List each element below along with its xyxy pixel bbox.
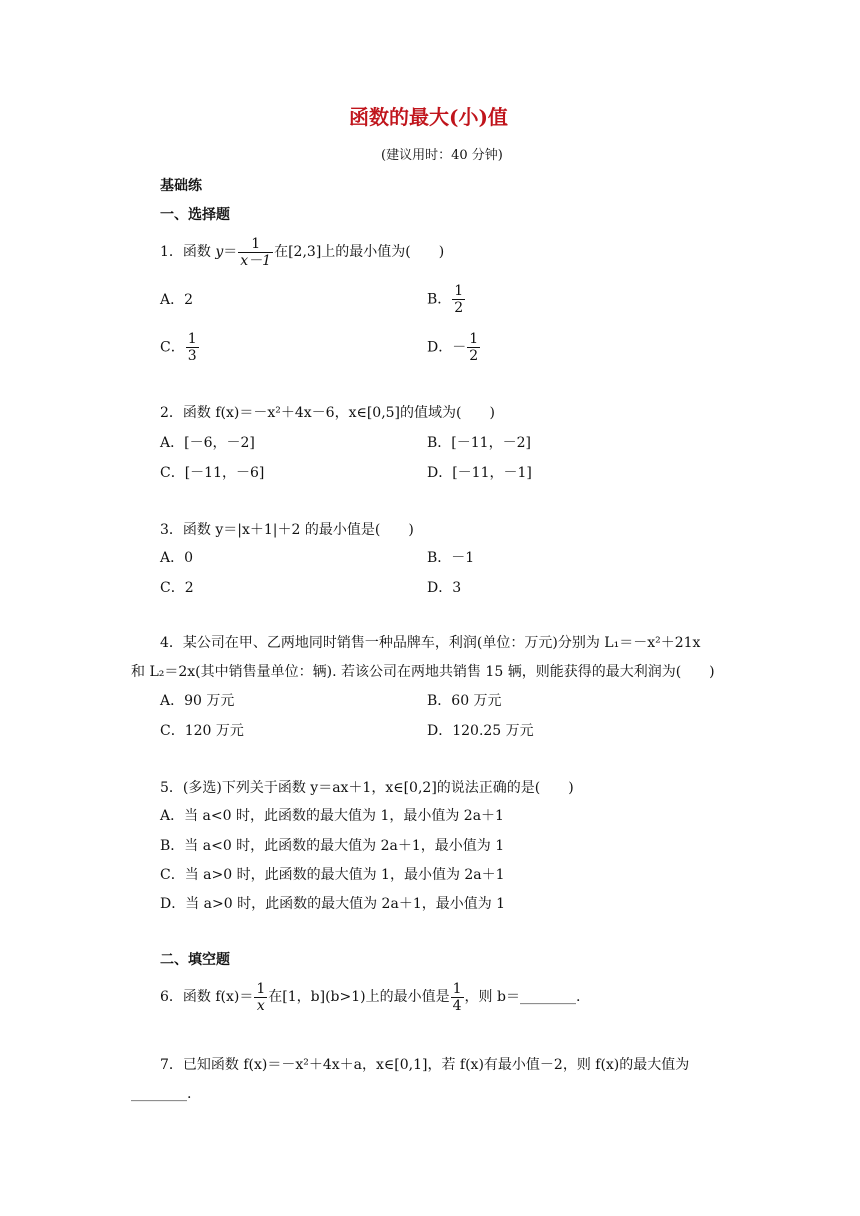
q1-fraction bbox=[238, 236, 273, 269]
q3-option-c: C．2 bbox=[160, 580, 194, 596]
q1-c-num: 1 bbox=[187, 331, 197, 347]
q1-b-num: 1 bbox=[454, 283, 464, 299]
q1-d-num: 1 bbox=[469, 331, 479, 347]
q1-b-den: 2 bbox=[454, 300, 464, 316]
question-1 bbox=[160, 234, 444, 270]
q5-option-c: C．当 a>0 时，此函数的最大值为 1，最小值为 2a＋1 bbox=[160, 867, 505, 883]
question-2: 2．函数 f(x)＝－x²＋4x－6，x∈[0,5]的值域为( ) bbox=[160, 405, 495, 421]
section-choice-heading: 一、选择题 bbox=[160, 207, 230, 223]
q1-option-c: C． $\frac{1}{3}$ bbox=[160, 331, 197, 364]
q1-var: y bbox=[215, 244, 224, 260]
q6-suffix: ，则 b＝________. bbox=[464, 989, 581, 1005]
q3-option-d: D．3 bbox=[427, 580, 462, 596]
q1-frac-den: x－1 bbox=[240, 252, 272, 269]
q1-option-d: D．－ $\frac{1}{2}$ bbox=[427, 331, 479, 364]
q4-option-d: D．120.25 万元 bbox=[427, 723, 534, 739]
q1-prefix: 1．函数 bbox=[160, 244, 216, 260]
question-3: 3．函数 y＝|x＋1|＋2 的最小值是( ) bbox=[160, 522, 414, 538]
q1-option-a: A．2 bbox=[160, 292, 194, 308]
q2-option-c: C．[－11，－6] bbox=[160, 465, 265, 481]
page-title: 函数的最大(小)值 bbox=[349, 105, 508, 129]
q5-option-b: B．当 a<0 时，此函数的最大值为 2a＋1，最小值为 1 bbox=[160, 838, 505, 854]
q2-option-a: A．[－6，－2] bbox=[160, 435, 255, 451]
q1-suffix: 在[2,3]上的最小值为( ) bbox=[274, 244, 445, 260]
q4-option-b: B．60 万元 bbox=[427, 693, 502, 709]
question-5: 5．(多选)下列关于函数 y＝ax＋1，x∈[0,2]的说法正确的是( ) bbox=[160, 780, 574, 796]
section-fill-heading: 二、填空题 bbox=[160, 952, 230, 968]
question-7-line2: ________. bbox=[131, 1086, 192, 1102]
q4-option-c: C．120 万元 bbox=[160, 723, 244, 739]
q5-option-a: A．当 a<0 时，此函数的最大值为 1，最小值为 2a＋1 bbox=[160, 808, 504, 824]
q2-option-d: D．[－11，－1] bbox=[427, 465, 532, 481]
q5-option-d: D．当 a>0 时，此函数的最大值为 2a＋1，最小值为 1 bbox=[160, 896, 506, 912]
q6-fraction-1: $\frac{1}{x}$ bbox=[256, 980, 266, 1014]
q1-c-den: 3 bbox=[187, 348, 197, 364]
q1-frac-num: 1 bbox=[238, 236, 273, 253]
question-4-line1: 4．某公司在甲、乙两地同时销售一种品牌车，利润(单位：万元)分别为 L₁＝－x²＋21x bbox=[160, 635, 701, 651]
q6-prefix: 6．函数 f(x)＝ bbox=[160, 989, 254, 1005]
question-6 bbox=[160, 979, 580, 1015]
q4-option-a: A．90 万元 bbox=[160, 693, 235, 709]
page-subtitle: (建议用时：40 分钟) bbox=[381, 148, 503, 163]
q2-option-b: B．[－11，－2] bbox=[427, 435, 531, 451]
level-heading: 基础练 bbox=[160, 178, 202, 194]
question-4-line2: 和 L₂＝2x(其中销售量单位：辆). 若该公司在两地共销售 15 辆，则能获得的最大利润为( ) bbox=[131, 664, 715, 680]
q3-option-b: B．－1 bbox=[427, 550, 475, 566]
q6-mid: 在[1，b](b>1)上的最小值是 bbox=[268, 989, 450, 1005]
q1-d-den: 2 bbox=[469, 348, 479, 364]
q1-option-b: B． $\frac{1}{2}$ bbox=[427, 283, 464, 316]
q1-eq: ＝ bbox=[223, 244, 238, 260]
question-7-line1: 7．已知函数 f(x)＝－x²＋4x＋a，x∈[0,1]，若 f(x)有最小值－2，则 f(x)的最大值为 bbox=[160, 1057, 690, 1073]
q3-option-a: A．0 bbox=[160, 550, 194, 566]
q6-fraction-2: $\frac{1}{4}$ bbox=[452, 980, 462, 1014]
